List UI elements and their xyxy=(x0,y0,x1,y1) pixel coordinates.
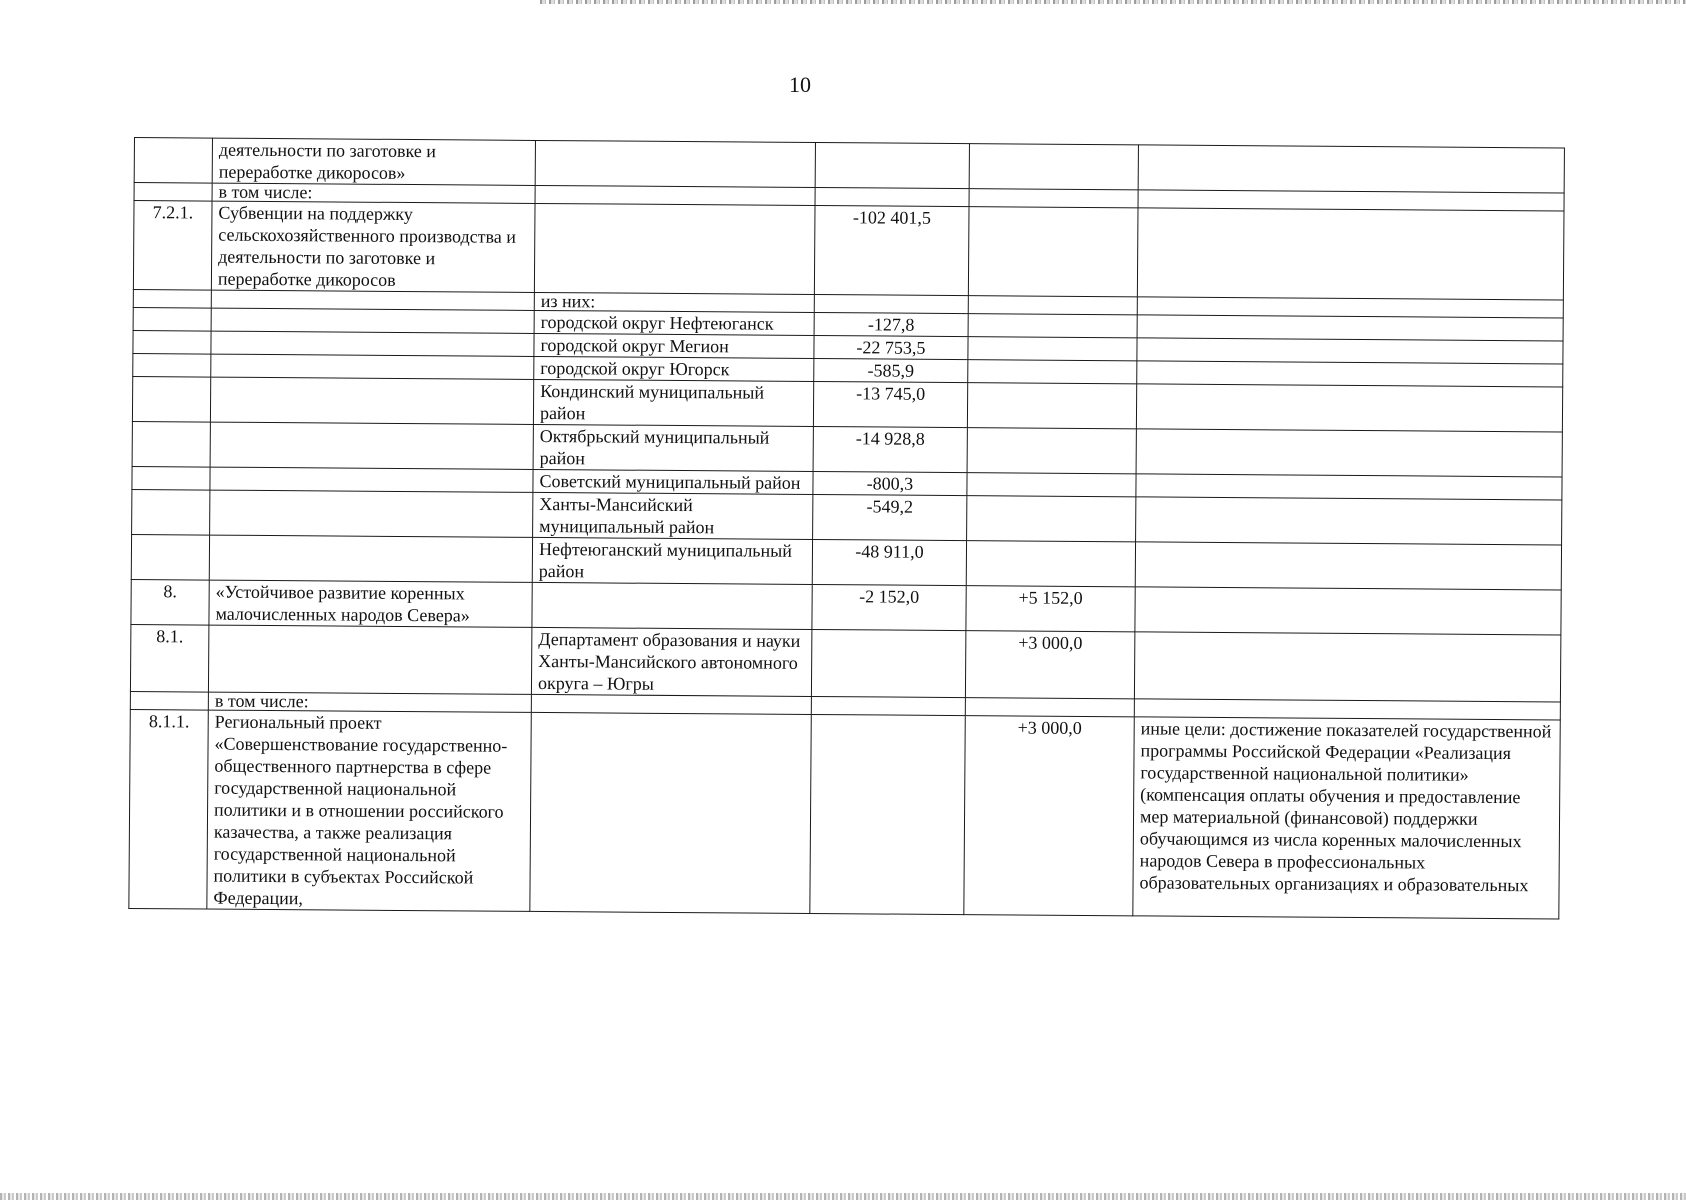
reduction-amount-cell xyxy=(814,294,968,313)
row-number-cell xyxy=(132,421,210,467)
page-number: 10 xyxy=(789,72,811,97)
recipient-cell xyxy=(532,582,812,629)
item-name-cell: Субвенции на поддержку сельскохозяйственного производства и деятельности по заготовке и переработке дикоросов xyxy=(211,201,535,292)
recipient-cell: из них: xyxy=(534,292,814,312)
increase-amount-cell xyxy=(967,383,1136,429)
purpose-cell: иные цели: достижение показателей государственной программы Российской Федерации «Реализация государственной национальной политики» (компенсация оплаты обучения и предоставление мер материальной (финансовой) поддержки обучающимся из числа коренных малочисленных народов Севера в профессиональных образовательных организациях и образовательных xyxy=(1133,717,1560,919)
reduction-amount-cell: -549,2 xyxy=(813,494,967,540)
reduction-amount-cell: -127,8 xyxy=(814,312,968,336)
table-row xyxy=(129,709,1560,918)
row-number-cell xyxy=(132,376,210,422)
item-name-cell xyxy=(211,354,534,379)
recipient-cell: Департамент образования и науки Ханты-Мансийского автономного округа – Югры xyxy=(531,627,811,696)
item-name-cell xyxy=(208,625,531,694)
increase-amount-cell xyxy=(967,428,1136,474)
purpose-cell xyxy=(1135,542,1561,590)
item-name-cell xyxy=(211,308,534,333)
purpose-cell xyxy=(1137,338,1563,364)
recipient-cell: Нефтеюганский муниципальный район xyxy=(532,537,812,584)
purpose-cell xyxy=(1136,384,1562,432)
reduction-amount-cell: -2 152,0 xyxy=(812,584,966,630)
row-number-cell xyxy=(134,138,212,184)
recipient-cell: Советский муниципальный район xyxy=(533,469,813,494)
increase-amount-cell xyxy=(967,473,1136,497)
recipient-cell: городской округ Нефтеюганск xyxy=(534,310,814,335)
recipient-cell: Ханты-Мансийский муниципальный район xyxy=(533,492,813,539)
purpose-cell xyxy=(1137,208,1564,300)
recipient-cell xyxy=(534,203,815,294)
increase-amount-cell: +3 000,0 xyxy=(965,631,1134,699)
recipient-cell: Октябрьский муниципальный район xyxy=(533,424,813,471)
increase-amount-cell xyxy=(968,207,1138,297)
purpose-cell xyxy=(1137,361,1563,387)
recipient-cell: Кондинский муниципальный район xyxy=(533,379,813,426)
purpose-cell xyxy=(1136,497,1562,545)
row-number-cell: 8.1. xyxy=(130,624,208,692)
purpose-cell xyxy=(1136,474,1562,500)
increase-amount-cell xyxy=(967,496,1136,542)
reduction-amount-cell: -585,9 xyxy=(814,358,968,382)
increase-amount-cell xyxy=(969,189,1138,208)
item-name-cell xyxy=(211,331,534,356)
recipient-cell xyxy=(531,694,811,714)
recipient-cell xyxy=(535,140,815,187)
item-name-cell xyxy=(210,490,533,537)
row-number-cell xyxy=(133,307,211,331)
reduction-amount-cell xyxy=(811,629,965,697)
recipient-cell: городской округ Югорск xyxy=(534,356,814,381)
recipient-cell xyxy=(535,185,815,205)
item-name-cell: в том числе: xyxy=(212,183,535,203)
row-number-cell xyxy=(133,330,211,354)
reduction-amount-cell: -22 753,5 xyxy=(814,335,968,359)
increase-amount-cell xyxy=(968,296,1137,315)
row-number-cell xyxy=(133,353,211,377)
item-name-cell: деятельности по заготовке и переработке дикоросов» xyxy=(212,138,535,185)
row-number-cell: 8.1.1. xyxy=(129,709,208,909)
increase-amount-cell: +5 152,0 xyxy=(966,586,1135,632)
reduction-amount-cell: -48 911,0 xyxy=(812,539,966,585)
reduction-amount-cell xyxy=(811,696,965,715)
increase-amount-cell: +3 000,0 xyxy=(964,716,1134,916)
increase-amount-cell xyxy=(968,314,1137,338)
purpose-cell xyxy=(1138,145,1564,193)
item-name-cell xyxy=(209,535,532,582)
reduction-amount-cell: -102 401,5 xyxy=(814,205,969,295)
item-name-cell: Региональный проект «Совершенствование государственно-общественного партнерства в сфере государственной национальной политики и в отношении российского казачества, а также реализация государственной национальной политики в субъектах Российской Федерации, xyxy=(207,710,531,911)
increase-amount-cell xyxy=(968,337,1137,361)
purpose-cell xyxy=(1136,429,1562,477)
increase-amount-cell xyxy=(968,360,1137,384)
reduction-amount-cell: -14 928,8 xyxy=(813,426,967,472)
reduction-amount-cell xyxy=(815,187,969,206)
increase-amount-cell xyxy=(965,698,1134,717)
table-row xyxy=(130,624,1560,701)
recipient-cell: городской округ Мегион xyxy=(534,333,814,358)
reduction-amount-cell: -800,3 xyxy=(813,471,967,495)
item-name-cell xyxy=(211,290,534,310)
purpose-cell xyxy=(1134,632,1560,702)
item-name-cell: «Устойчивое развитие коренных малочисленных народов Севера» xyxy=(209,580,532,627)
row-number-cell xyxy=(133,289,211,308)
purpose-cell xyxy=(1137,315,1563,341)
item-name-cell xyxy=(210,422,533,469)
row-number-cell xyxy=(132,489,210,535)
row-number-cell xyxy=(134,183,212,202)
increase-amount-cell xyxy=(966,541,1135,587)
budget-changes-table xyxy=(128,137,1565,919)
item-name-cell: в том числе: xyxy=(208,692,531,712)
row-number-cell: 7.2.1. xyxy=(133,201,212,291)
reduction-amount-cell: -13 745,0 xyxy=(813,381,967,427)
increase-amount-cell xyxy=(969,144,1138,190)
item-name-cell xyxy=(210,377,533,424)
reduction-amount-cell xyxy=(810,714,965,914)
table-row xyxy=(133,201,1564,300)
reduction-amount-cell xyxy=(815,142,969,188)
row-number-cell xyxy=(132,466,210,490)
row-number-cell xyxy=(130,691,208,710)
purpose-cell xyxy=(1135,587,1561,635)
row-number-cell xyxy=(131,534,209,580)
recipient-cell xyxy=(530,712,811,913)
table-body xyxy=(129,138,1565,919)
item-name-cell xyxy=(210,467,533,492)
scan-artifact-bottom xyxy=(0,1193,1686,1200)
row-number-cell: 8. xyxy=(131,579,209,625)
scan-artifact-top xyxy=(540,0,1686,4)
